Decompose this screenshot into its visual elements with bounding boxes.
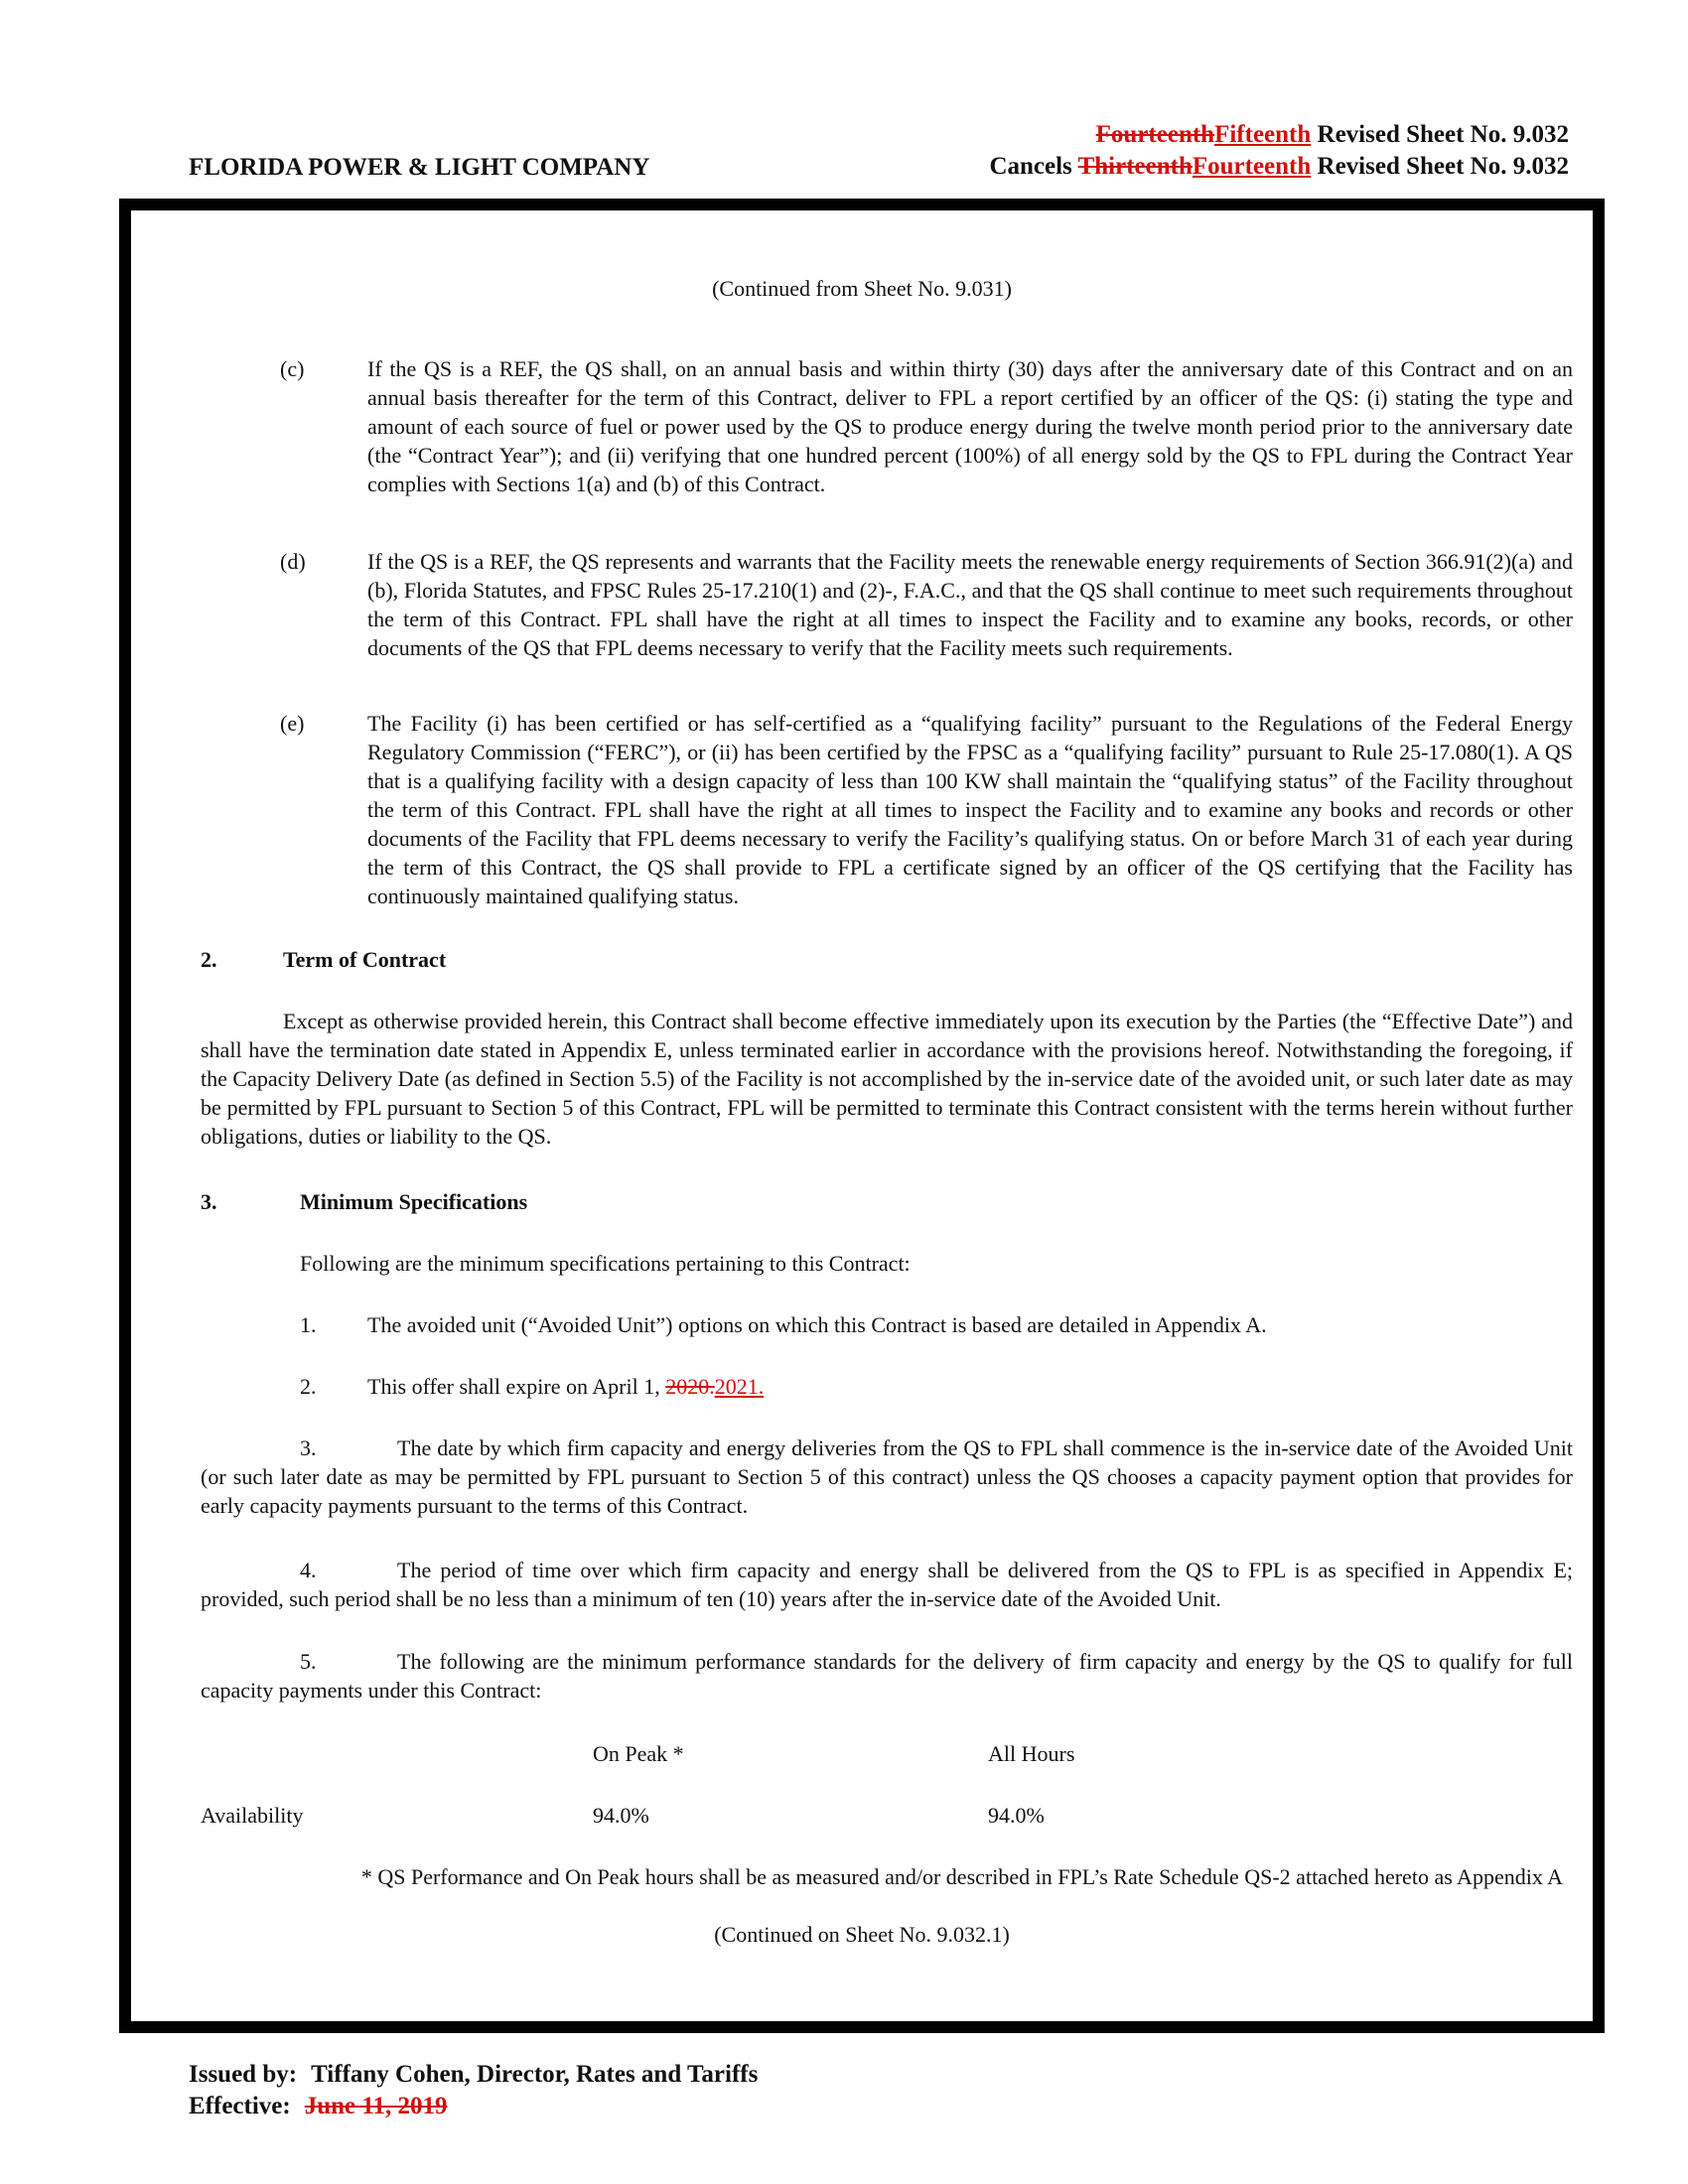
table-col-all-hours: All Hours xyxy=(988,1741,1075,1766)
continued-from-note: (Continued from Sheet No. 9.031) xyxy=(712,276,1012,301)
section-number: 3. xyxy=(201,1189,217,1214)
deleted-text: Thirteenth xyxy=(1077,153,1193,180)
issued-by-value: Tiffany Cohen, Director, Rates and Tariffs xyxy=(311,2061,759,2088)
spec-number: 5. xyxy=(300,1649,317,1674)
cancels-prefix: Cancels xyxy=(989,153,1078,180)
spec-2-prefix: This offer shall expire on April 1, xyxy=(367,1374,666,1399)
spec-4-paragraph xyxy=(201,1556,1573,1613)
section-title: Minimum Specifications xyxy=(300,1189,528,1214)
item-e-text xyxy=(367,709,1573,910)
item-text: If the QS is a REF, the QS shall, on an annual basis and within thirty (30) days after the anniversary date of this Contract and on an annual basis thereafter for the term of this Contract, deliver to FPL a report certified by an officer of the QS: (i) stating the type and amount of each source of fuel or power used by the QS to produce energy during the twelve month period prior to the anniversary date (the “Contract Year”); and (ii) verifying that one hundred percent (100%) of all energy sold by the QS to FPL during the Contract Year complies with Sections 1(a) and (b) of this Contract. xyxy=(367,356,1573,496)
item-label: (d) xyxy=(280,549,306,574)
effective-line xyxy=(189,2092,448,2120)
spec-3-text: The date by which firm capacity and energy deliveries from the QS to FPL shall commence is the in-service date of the Avoided Unit (or such later date as may be permitted by FPL pursuant to Section 5 of this contract) unless the QS chooses a capacity payment option that provides for early capacity payments pursuant to the terms of this Contract. xyxy=(201,1435,1573,1518)
company-name: FLORIDA POWER & LIGHT COMPANY xyxy=(189,154,650,181)
section-number: 2. xyxy=(201,947,217,972)
deleted-text: Fourteenth xyxy=(1095,121,1215,148)
section2-text: Except as otherwise provided herein, this Contract shall become effective immediately upon its execution by the Parties (the “Effective Date”) and shall have the termination date stated in Appendix E, unless terminated earlier in accordance with the provisions hereof. Notwithstanding the foregoing, if the Capacity Delivery Date (as defined in Section 5.5) of the Facility is not accomplished by the in-service date of the avoided unit, or such later date as may be permitted by FPL pursuant to Section 5 of this Contract, FPL will be permitted to terminate this Contract consistent with the terms herein without further obligations, duties or liability to the QS. xyxy=(201,1009,1573,1149)
spec-number: 2. xyxy=(300,1374,317,1399)
spec-2-text xyxy=(367,1372,764,1401)
item-label: (e) xyxy=(280,711,305,736)
item-d-text xyxy=(367,547,1573,662)
item-c-text xyxy=(367,354,1573,498)
continued-on-note: (Continued on Sheet No. 9.032.1) xyxy=(714,1922,1010,1947)
table-row-label: Availability xyxy=(201,1803,304,1828)
inserted-text: Fourteenth xyxy=(1192,153,1312,180)
spec-3-paragraph xyxy=(201,1433,1573,1520)
revised-sheet-line xyxy=(989,119,1569,151)
table-col-on-peak: On Peak * xyxy=(593,1741,684,1766)
effective-label: Effective: xyxy=(189,2093,291,2119)
issued-by-line xyxy=(189,2060,758,2089)
inserted-text: Fifteenth xyxy=(1214,121,1312,148)
section2-paragraph xyxy=(201,1007,1573,1151)
revised-sheet-text: Revised Sheet No. 9.032 xyxy=(1311,121,1569,148)
section-title: Term of Contract xyxy=(283,947,447,972)
spec-number: 1. xyxy=(300,1312,317,1337)
spec-5-paragraph xyxy=(201,1647,1573,1705)
cancels-sheet-line xyxy=(989,151,1569,183)
table-value-on-peak: 94.0% xyxy=(593,1803,649,1828)
footnote: * QS Performance and On Peak hours shall be as measured and/or described in FPL’s Rate Schedule QS-2 attached hereto as Appendix A xyxy=(360,1864,1563,1889)
spec-5-text: The following are the minimum performance standards for the delivery of firm capacity and energy by the QS to qualify for full capacity payments under this Contract: xyxy=(201,1649,1573,1703)
content-frame xyxy=(119,199,1605,2033)
spec-number: 3. xyxy=(300,1435,317,1460)
issued-by-label: Issued by: xyxy=(189,2061,298,2088)
deleted-text: June 11, 2019 xyxy=(304,2093,448,2119)
inserted-text: 2021. xyxy=(714,1374,765,1399)
deleted-text: 2020. xyxy=(665,1374,715,1399)
cancels-sheet-text: Revised Sheet No. 9.032 xyxy=(1311,153,1569,180)
spec-4-text: The period of time over which firm capacity and energy shall be delivered from the QS to FPL is as specified in Appendix E; provided, such period shall be no less than a minimum of ten (10) years after the in-service date of the Avoided Unit. xyxy=(201,1558,1573,1611)
item-text: If the QS is a REF, the QS represents and warrants that the Facility meets the renewable energy requirements of Section 366.91(2)(a) and (b), Florida Statutes, and FPSC Rules 25-17.210(1) and (2)-, F.A.C., and that the QS shall continue to meet such requirements throughout the term of this Contract. FPL shall have the right at all times to inspect the Facility and to examine any books, records, or other documents of the QS that FPL deems necessary to verify that the Facility meets such requirements. xyxy=(367,549,1573,660)
spec-number: 4. xyxy=(300,1558,317,1582)
section3-intro: Following are the minimum specifications pertaining to this Contract: xyxy=(300,1251,911,1276)
spec-1-text: The avoided unit (“Avoided Unit”) options on which this Contract is based are detailed in Appendix A. xyxy=(367,1312,1267,1337)
table-value-all-hours: 94.0% xyxy=(988,1803,1045,1828)
item-text: The Facility (i) has been certified or has self-certified as a “qualifying facility” pursuant to the Regulations of the Federal Energy Regulatory Commission (“FERC”), or (ii) has been certified by the FPSC as a “qualifying facility” pursuant to Rule 25-17.080(1). A QS that is a qualifying facility with a design capacity of less than 100 KW shall maintain the “qualifying status” of the Facility throughout the term of this Contract. FPL shall have the right at all times to inspect the Facility and to examine any books and records or other documents of the Facility that FPL deems necessary to verify the Facility’s qualifying status. On or before March 31 of each year during the term of this Contract, the QS shall provide to FPL a certificate signed by an officer of the QS certifying that the Facility has continuously maintained qualifying status. xyxy=(367,711,1573,908)
item-label: (c) xyxy=(280,356,305,381)
sheet-revision-header xyxy=(989,119,1569,183)
